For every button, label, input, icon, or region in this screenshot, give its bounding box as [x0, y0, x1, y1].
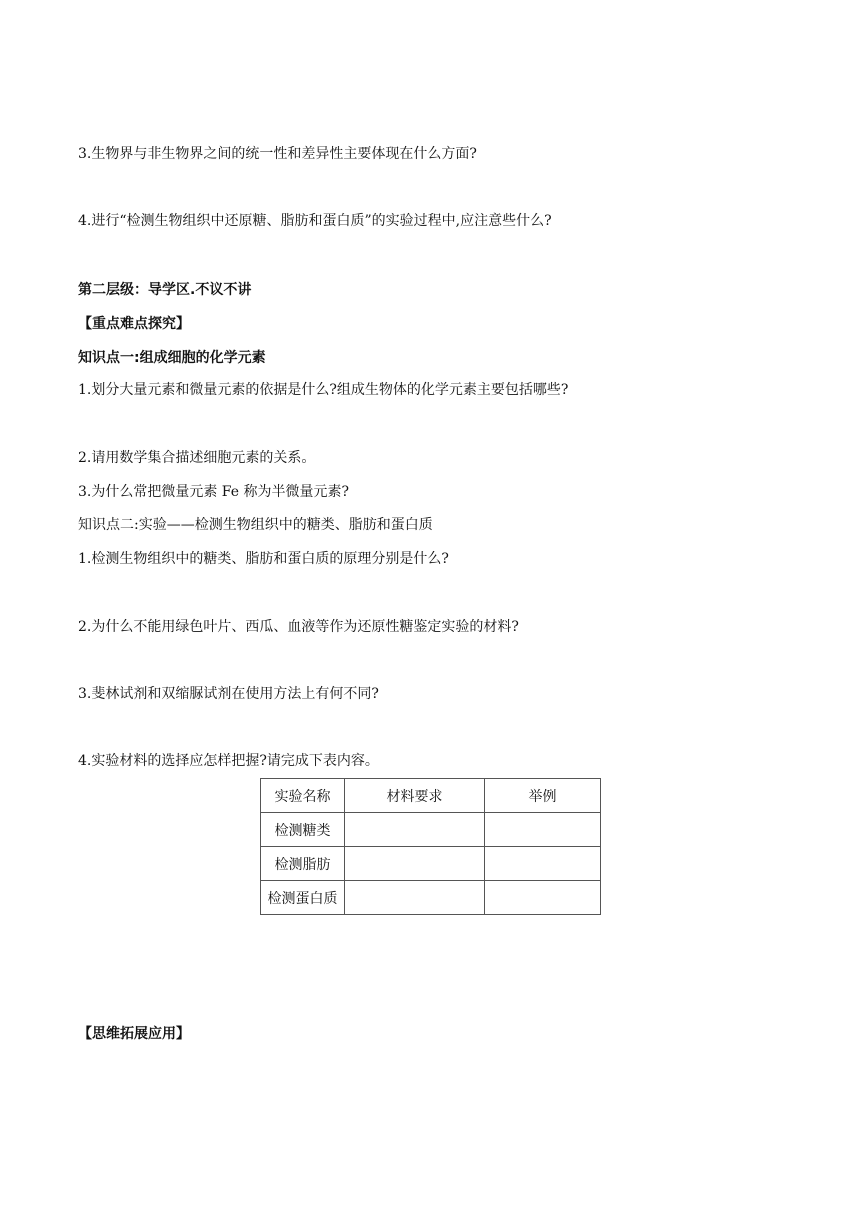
- kp1-question-1: 1.划分大量元素和微量元素的依据是什么?组成生物体的化学元素主要包括哪些?: [78, 382, 569, 398]
- table-cell-example[interactable]: [485, 881, 601, 915]
- kp2-question-2: 2.为什么不能用绿色叶片、西瓜、血液等作为还原性糖鉴定实验的材料?: [78, 619, 519, 635]
- kp1-question-3: 3.为什么常把微量元素 Fe 称为半微量元素?: [78, 484, 349, 500]
- table-cell-requirement[interactable]: [345, 847, 485, 881]
- level2-heading: 第二层级：导学区.不议不讲: [78, 282, 252, 298]
- table-row: [261, 813, 601, 847]
- table-cell-experiment: 检测脂肪: [261, 847, 345, 881]
- experiment-table: [260, 778, 601, 915]
- kp1-title: 知识点一:组成细胞的化学元素: [78, 350, 266, 366]
- table-cell-example[interactable]: [485, 847, 601, 881]
- table-header-row: [261, 779, 601, 813]
- question-4-top: 4.进行“检测生物组织中还原糖、脂肪和蛋白质”的实验过程中,应注意些什么?: [78, 213, 552, 229]
- table-header-cell: 举例: [485, 779, 601, 813]
- kp2-question-1: 1.检测生物组织中的糖类、脂肪和蛋白质的原理分别是什么?: [78, 551, 449, 567]
- question-3-top: 3.生物界与非生物界之间的统一性和差异性主要体现在什么方面?: [78, 146, 477, 162]
- table-cell-example[interactable]: [485, 813, 601, 847]
- kp2-question-3: 3.斐林试剂和双缩脲试剂在使用方法上有何不同?: [78, 686, 379, 702]
- table-row: [261, 881, 601, 915]
- kp2-title: 知识点二:实验——检测生物组织中的糖类、脂肪和蛋白质: [78, 517, 433, 533]
- kp2-question-4: 4.实验材料的选择应怎样把握?请完成下表内容。: [78, 753, 379, 769]
- table-cell-experiment: 检测糖类: [261, 813, 345, 847]
- kp1-question-2: 2.请用数学集合描述细胞元素的关系。: [78, 450, 316, 466]
- table-cell-requirement[interactable]: [345, 813, 485, 847]
- table-header-cell: 材料要求: [345, 779, 485, 813]
- section-thinking-heading: 【思维拓展应用】: [78, 1026, 190, 1042]
- table-row: [261, 847, 601, 881]
- table-cell-experiment: 检测蛋白质: [261, 881, 345, 915]
- section-key-heading: 【重点难点探究】: [78, 316, 190, 332]
- table-cell-requirement[interactable]: [345, 881, 485, 915]
- table-header-cell: 实验名称: [261, 779, 345, 813]
